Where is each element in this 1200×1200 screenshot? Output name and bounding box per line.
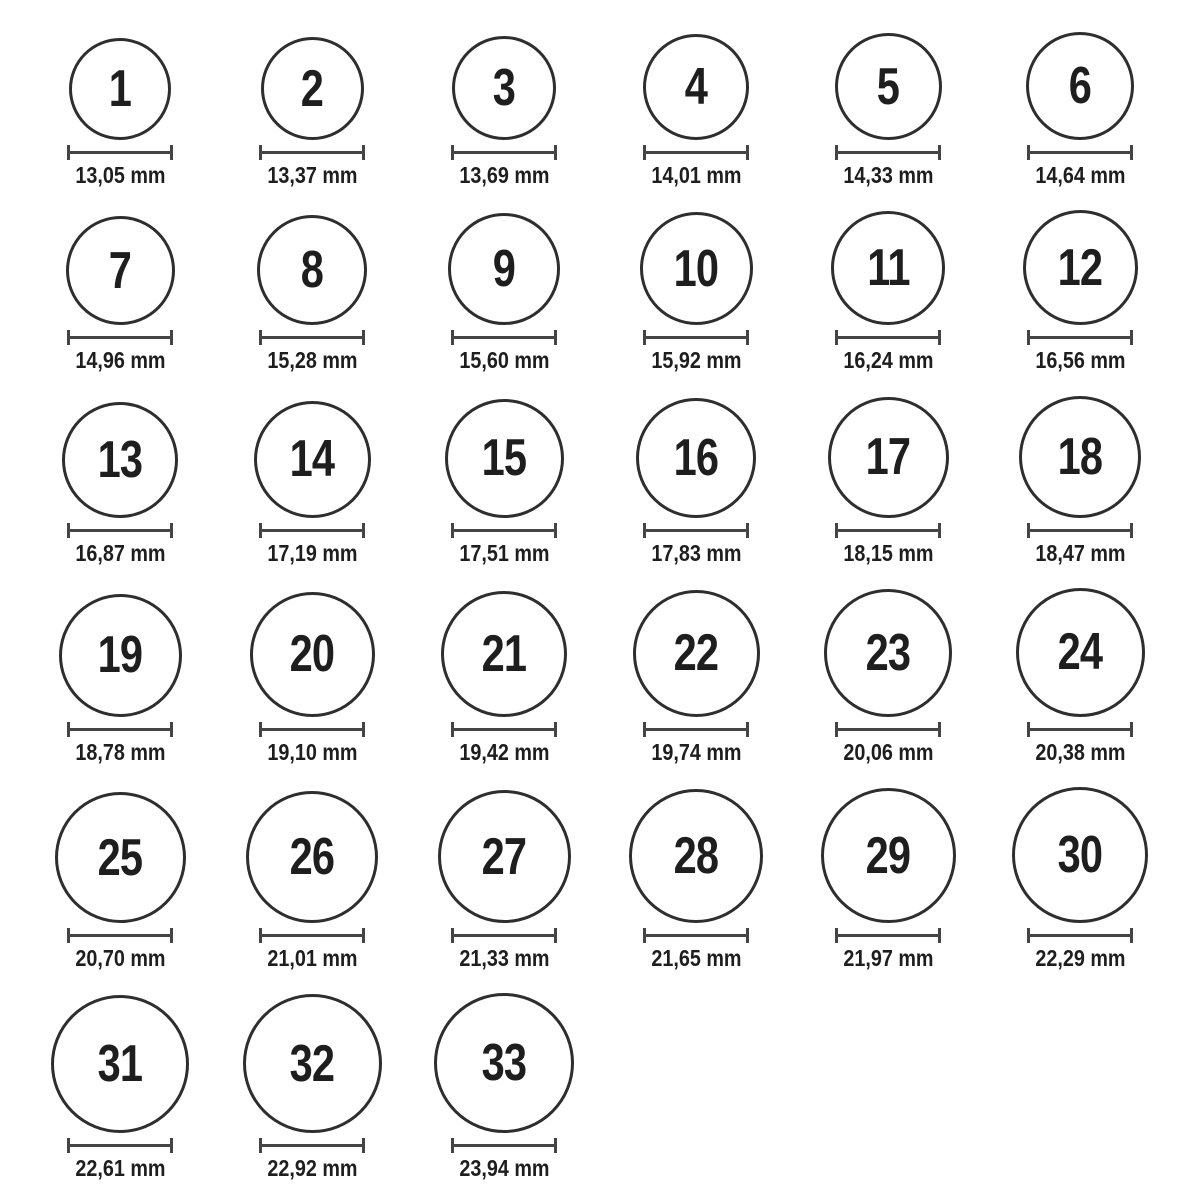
ring-size-number: 12	[1057, 238, 1103, 297]
diameter-measure-line	[67, 1138, 173, 1153]
ring-circle	[629, 789, 763, 923]
ring-circle	[243, 994, 382, 1133]
ring-size-number: 2	[300, 59, 324, 118]
ring-size-item	[434, 993, 574, 1181]
ring-circle	[441, 591, 567, 717]
ring-size-number: 23	[865, 623, 911, 682]
ring-circle	[434, 993, 574, 1133]
measure-tick-right	[554, 145, 557, 160]
measure-tick-right	[1130, 330, 1133, 345]
diameter-measure-line	[1027, 145, 1133, 160]
diameter-label: 16,87 mm	[74, 539, 166, 566]
ring-size-item	[1026, 32, 1134, 188]
measure-bar	[70, 728, 170, 731]
diameter-measure-line	[451, 928, 557, 943]
ring-circle	[633, 590, 760, 717]
ring-size-number: 7	[108, 241, 132, 300]
diameter-measure-line	[1027, 330, 1133, 345]
measure-tick-right	[1130, 145, 1133, 160]
measure-bar	[1030, 151, 1130, 154]
ring-circle	[250, 592, 375, 717]
ring-circle	[1026, 32, 1134, 140]
diameter-label: 17,19 mm	[266, 539, 358, 566]
ring-circle	[1019, 396, 1141, 518]
measure-tick-right	[362, 145, 365, 160]
ring-size-item	[835, 33, 942, 188]
measure-bar	[454, 1144, 554, 1147]
measure-bar	[646, 934, 746, 937]
ring-circle	[246, 791, 378, 923]
ring-size-number: 5	[876, 57, 900, 116]
measure-tick-right	[170, 1138, 173, 1153]
ring-size-item	[243, 994, 382, 1181]
ring-size-item	[633, 590, 760, 765]
ring-circle	[66, 216, 175, 325]
ring-circle	[254, 401, 371, 518]
diameter-measure-line	[67, 523, 173, 538]
diameter-label: 13,05 mm	[74, 162, 166, 188]
measure-tick-right	[938, 145, 941, 160]
measure-tick-right	[938, 928, 941, 943]
ring-size-number: 32	[289, 1034, 335, 1093]
measure-bar	[1030, 529, 1130, 532]
ring-size-number: 21	[481, 624, 527, 683]
measure-tick-right	[746, 330, 749, 345]
diameter-measure-line	[451, 330, 557, 345]
diameter-label: 18,78 mm	[74, 738, 166, 765]
ring-size-number: 22	[673, 624, 719, 683]
measure-tick-right	[554, 1138, 557, 1153]
measure-tick-right	[362, 928, 365, 943]
measure-bar	[70, 336, 170, 339]
measure-tick-right	[170, 722, 173, 737]
ring-size-number: 26	[289, 828, 335, 887]
ring-size-item	[438, 790, 571, 971]
measure-bar	[262, 151, 362, 154]
ring-circle	[643, 34, 749, 140]
ring-size-item	[451, 36, 557, 188]
ring-circle	[261, 37, 364, 140]
measure-tick-right	[170, 928, 173, 943]
ring-size-number: 20	[289, 625, 335, 684]
ring-size-number: 29	[865, 826, 911, 885]
ring-size-item	[629, 789, 763, 971]
diameter-label: 22,29 mm	[1034, 945, 1126, 972]
diameter-measure-line	[451, 523, 557, 538]
ring-size-item	[441, 591, 567, 765]
measure-bar	[262, 529, 362, 532]
measure-tick-right	[746, 928, 749, 943]
measure-bar	[838, 151, 938, 154]
diameter-measure-line	[1027, 722, 1133, 737]
diameter-measure-line	[259, 523, 365, 538]
ring-size-item	[1012, 787, 1148, 971]
ring-size-number: 3	[492, 59, 516, 117]
measure-bar	[838, 934, 938, 937]
diameter-label: 20,06 mm	[842, 738, 934, 765]
ring-size-item	[636, 398, 756, 566]
ring-circle	[62, 402, 178, 518]
ring-size-number: 30	[1057, 826, 1103, 885]
diameter-label: 21,01 mm	[266, 945, 358, 972]
diameter-measure-line	[259, 722, 365, 737]
measure-tick-right	[362, 722, 365, 737]
measure-bar	[454, 529, 554, 532]
measure-bar	[454, 336, 554, 339]
diameter-label: 15,28 mm	[266, 347, 358, 374]
diameter-label: 18,47 mm	[1034, 539, 1126, 566]
diameter-measure-line	[835, 330, 941, 345]
ring-size-number: 14	[289, 430, 335, 489]
measure-tick-right	[362, 523, 365, 538]
measure-tick-right	[362, 330, 365, 345]
ring-size-item	[55, 792, 186, 971]
ring-size-item	[259, 37, 365, 188]
diameter-label: 19,74 mm	[650, 738, 742, 765]
ring-size-item	[445, 399, 564, 566]
diameter-label: 23,94 mm	[458, 1155, 550, 1182]
diameter-label: 22,61 mm	[74, 1155, 166, 1182]
measure-bar	[646, 151, 746, 154]
measure-bar	[1030, 336, 1130, 339]
ring-size-item	[62, 402, 178, 566]
diameter-label: 19,10 mm	[266, 738, 358, 765]
diameter-measure-line	[67, 330, 173, 345]
measure-bar	[262, 934, 362, 937]
diameter-label: 20,38 mm	[1034, 738, 1126, 765]
ring-circle	[452, 36, 556, 140]
measure-bar	[838, 336, 938, 339]
ring-size-item	[67, 38, 173, 188]
ring-size-number: 13	[97, 430, 143, 489]
measure-tick-right	[554, 330, 557, 345]
diameter-measure-line	[451, 722, 557, 737]
ring-size-number: 16	[673, 428, 719, 487]
ring-size-item	[66, 216, 175, 373]
diameter-measure-line	[259, 330, 365, 345]
diameter-label: 16,24 mm	[842, 347, 934, 374]
ring-size-number: 10	[673, 239, 719, 298]
diameter-measure-line	[451, 1138, 557, 1153]
measure-bar	[70, 529, 170, 532]
diameter-label: 17,51 mm	[458, 539, 550, 566]
diameter-measure-line	[1027, 928, 1133, 943]
measure-tick-right	[170, 145, 173, 160]
measure-tick-right	[746, 722, 749, 737]
diameter-measure-line	[259, 145, 365, 160]
measure-tick-right	[170, 330, 173, 345]
measure-bar	[646, 336, 746, 339]
diameter-label: 13,37 mm	[266, 162, 358, 188]
diameter-label: 22,92 mm	[266, 1155, 358, 1182]
diameter-label: 13,69 mm	[458, 162, 550, 188]
ring-size-number: 6	[1068, 57, 1092, 115]
diameter-label: 14,33 mm	[842, 162, 934, 188]
diameter-measure-line	[259, 1138, 365, 1153]
ring-size-number: 15	[481, 429, 527, 488]
measure-bar	[646, 529, 746, 532]
measure-bar	[262, 1144, 362, 1147]
ring-circle	[59, 594, 182, 717]
ring-size-item	[1019, 396, 1141, 566]
measure-tick-right	[938, 330, 941, 345]
diameter-measure-line	[643, 928, 749, 943]
ring-circle	[636, 398, 756, 518]
measure-tick-right	[938, 523, 941, 538]
ring-circle	[438, 790, 571, 923]
diameter-label: 18,15 mm	[842, 539, 934, 566]
measure-tick-right	[1130, 722, 1133, 737]
ring-size-number: 27	[481, 827, 527, 886]
diameter-measure-line	[643, 330, 749, 345]
ring-circle	[257, 215, 367, 325]
ring-size-item	[831, 211, 945, 373]
ring-size-item	[250, 592, 375, 765]
ring-size-item	[51, 995, 189, 1181]
ring-size-item	[448, 213, 560, 373]
measure-tick-right	[554, 722, 557, 737]
ring-circle	[824, 589, 952, 717]
ring-size-item	[828, 397, 949, 566]
ring-size-number: 19	[97, 626, 143, 685]
measure-bar	[838, 728, 938, 731]
ring-size-number: 8	[300, 241, 324, 300]
ring-size-number: 25	[97, 828, 143, 887]
diameter-measure-line	[67, 722, 173, 737]
diameter-measure-line	[67, 928, 173, 943]
ring-circle	[1023, 210, 1138, 325]
ring-size-item	[640, 212, 753, 373]
diameter-label: 14,01 mm	[650, 162, 742, 188]
ring-circle	[448, 213, 560, 325]
measure-tick-right	[1130, 523, 1133, 538]
ring-circle	[835, 33, 942, 140]
diameter-label: 15,60 mm	[458, 347, 550, 374]
ring-size-item	[254, 401, 371, 566]
ring-size-item	[59, 594, 182, 765]
diameter-measure-line	[643, 722, 749, 737]
measure-bar	[70, 934, 170, 937]
diameter-label: 20,70 mm	[74, 945, 166, 972]
measure-tick-right	[746, 523, 749, 538]
ring-size-number: 17	[865, 428, 911, 487]
ring-size-number: 24	[1057, 623, 1103, 682]
diameter-label: 14,96 mm	[74, 347, 166, 374]
ring-circle	[821, 788, 956, 923]
measure-bar	[1030, 728, 1130, 731]
ring-size-item	[257, 215, 367, 373]
diameter-measure-line	[643, 523, 749, 538]
diameter-measure-line	[643, 145, 749, 160]
diameter-label: 19,42 mm	[458, 738, 550, 765]
ring-size-number: 1	[108, 60, 132, 118]
measure-bar	[454, 934, 554, 937]
diameter-label: 16,56 mm	[1034, 347, 1126, 374]
measure-tick-right	[1130, 928, 1133, 943]
ring-circle	[55, 792, 186, 923]
measure-bar	[262, 336, 362, 339]
diameter-measure-line	[1027, 523, 1133, 538]
measure-bar	[70, 151, 170, 154]
measure-tick-right	[938, 722, 941, 737]
ring-size-number: 31	[97, 1035, 143, 1094]
diameter-measure-line	[835, 722, 941, 737]
measure-tick-right	[554, 928, 557, 943]
measure-bar	[646, 728, 746, 731]
measure-tick-right	[362, 1138, 365, 1153]
ring-size-number: 11	[866, 239, 910, 298]
measure-tick-right	[746, 145, 749, 160]
diameter-label: 15,92 mm	[650, 347, 742, 374]
ring-size-number: 33	[481, 1034, 527, 1093]
measure-bar	[1030, 934, 1130, 937]
ring-circle	[1016, 588, 1145, 717]
ring-circle	[445, 399, 564, 518]
ring-circle	[69, 38, 171, 140]
diameter-label: 21,97 mm	[842, 945, 934, 972]
diameter-label: 17,83 mm	[650, 539, 742, 566]
measure-bar	[262, 728, 362, 731]
ring-size-item	[246, 791, 378, 971]
ring-size-item	[821, 788, 956, 971]
diameter-measure-line	[451, 145, 557, 160]
ring-size-item	[643, 34, 749, 188]
ring-size-item	[824, 589, 952, 765]
measure-tick-right	[170, 523, 173, 538]
measure-bar	[454, 728, 554, 731]
ring-size-number: 4	[684, 58, 708, 116]
diameter-measure-line	[835, 523, 941, 538]
measure-tick-right	[554, 523, 557, 538]
ring-size-number: 28	[673, 827, 719, 886]
measure-bar	[838, 529, 938, 532]
ring-circle	[831, 211, 945, 325]
diameter-measure-line	[67, 145, 173, 160]
diameter-label: 21,65 mm	[650, 945, 742, 972]
ring-circle	[828, 397, 949, 518]
ring-circle	[640, 212, 753, 325]
diameter-measure-line	[835, 928, 941, 943]
ring-circle	[1012, 787, 1148, 923]
measure-bar	[454, 151, 554, 154]
diameter-measure-line	[259, 928, 365, 943]
ring-size-number: 18	[1057, 427, 1103, 486]
ring-size-item	[1023, 210, 1138, 373]
measure-bar	[70, 1144, 170, 1147]
diameter-label: 21,33 mm	[458, 945, 550, 972]
diameter-measure-line	[835, 145, 941, 160]
ring-circle	[51, 995, 189, 1133]
diameter-label: 14,64 mm	[1034, 162, 1126, 188]
ring-size-item	[1016, 588, 1145, 765]
ring-size-number: 9	[492, 240, 516, 299]
